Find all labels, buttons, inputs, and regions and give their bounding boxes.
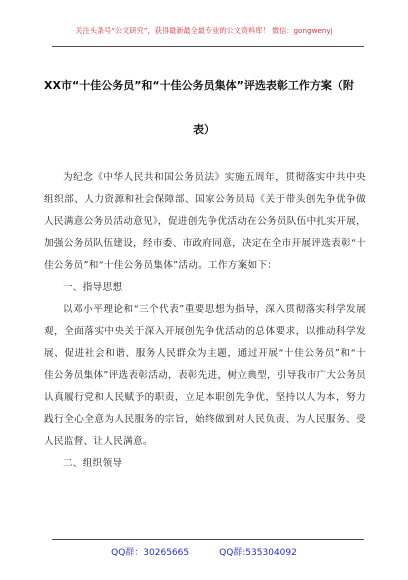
document-title-line-1: XX市“十佳公务员”和“十佳公务员集体”评选表彰工作方案（附: [44, 79, 354, 92]
document-body: [44, 167, 366, 475]
footer-qq-group-2: QQ群:535304092: [219, 548, 297, 558]
paragraph-guiding-ideology: 以邓小平理论和“三个代表”重要思想为指导，深入贯彻落实科学发展观，全面落实中央关于深入开展创先争优活动的总体要求，以推动科学发展、促进社会和谐、服务人民群众为主题，通过开展“十佳公务员”和“十佳公务员集体”评选表彰活动，表彰先进，树立典型，引导我市广大公务员认真履行党和人民赋予的职责，立足本职创先争优，坚持以人为本，努力践行全心全意为人民服务的宗旨，始终做到对人民负责、为人民服务、受人民监督、让人民满意。: [44, 304, 366, 447]
footer-qq-group-1: QQ群：30265665: [111, 548, 190, 558]
section-heading-organization: 二、组织领导: [63, 458, 123, 469]
header-note: 关注头条号“公文研究”，获得最新最全最专业的公文资料库！ 微信：gongwenyj: [75, 26, 333, 35]
footer: [0, 545, 408, 558]
document-title-line-2: 表）: [193, 123, 215, 136]
section-heading-guiding-ideology: 一、指导思想: [63, 282, 123, 293]
header-rule: [52, 46, 364, 47]
paragraph-intro: 为纪念《中华人民共和国公务员法》实施五周年，贯彻落实中共中央组织部、人力资源和社会保障部、国家公务员局《关于带头创先争优争做人民满意公务员活动意见》，促进创先争优活动在公务员队伍中扎实开展，加强公务员队伍建设，经市委、市政府同意，决定在全市开展评选表彰“十佳公务员”和“十佳公务员集体”活动。工作方案如下：: [44, 172, 366, 271]
footer-rule: [52, 539, 364, 540]
